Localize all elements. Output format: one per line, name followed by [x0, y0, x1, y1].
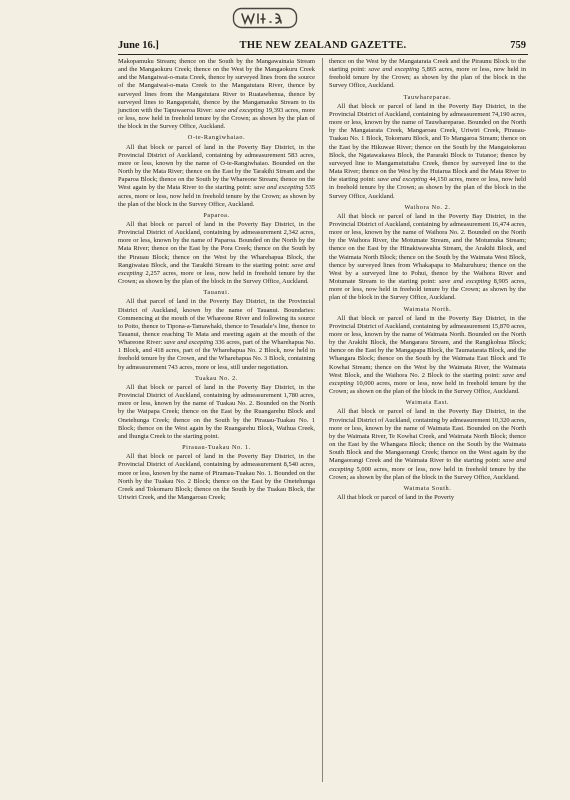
text-run: 336 acres, part of the Wharehapua No. 1 Block, and 418 acres, part of the Wharehapua No. 2 Block, now held in freehold tenure by the Crown, and the Wharehapua No. 3 Block, containing by admeasurement 743 acres, more or less, still under negotiation. — [118, 339, 315, 371]
section-heading: Pirauau-Tuakau No. 1. — [182, 444, 251, 452]
text-run: All that block or parcel of land in the Poverty Bay District, in the Provincial District of Auckland, containing by admeasurement 15,870 acres, more or less, known by the name of Waimata North. Bounded on the North by the Arakihi Block, the Mangarara Stream, and the Rangikohua Block; thence on the East by the Mangapapa Block, the Taumatarata Block, and the Whangara Block; thence on the South by the Waimata East Block and Te Kowhai Stream; thence on the West by the Waimata River, the Waimata West Block, and the Waihora No. 2 Block to the starting point: — [329, 314, 526, 379]
italic-text-run: save and excepting — [438, 278, 491, 286]
text-run: 5,000 acres, more or less, now held in freehold tenure by the Crown; as shown by the plan of the block in the Survey Office, Auckland. — [329, 465, 526, 481]
text-run: thence on the West by the Mangatarata Creek and the Piraunu Block to the starting point: — [329, 58, 526, 74]
text-run: All that block or parcel of land in the Poverty Bay District, in the Provincial District of Auckland, containing by admeasurement 1,780 acres, more or less, known by the name of Tuakau No. 2. Bounded on the North by the Waipapa Creek; thence on the East by the Ruangarehu Block and Onetehunga Creek; thence on the South by the Pirauau-Tuakau No. 1 Block; thence on the West again by the Ruangarehu Block, Waihua Creek, and Ihungia Creek to the starting point. — [118, 383, 315, 440]
text-run: 5,865 acres, more or less, now held in freehold tenure by the Crown; as shown by the plan of the block in the Survey Office, Auckland. — [329, 66, 526, 90]
column-divider — [322, 58, 323, 782]
text-run: All that block or parcel of land in the Poverty Bay District, in the Provincial District of Auckland, containing by admeasurement 74,190 acres, more or less, known by the name of Tauwhareparae. Bounded on the North by the Mangatarata Creek, Mangaroau Creek, Uriwiri Creek, Pirauau-Tuakau No. 1 Block, Tokomaru Block, and To Mangaroa Stream; thence on the East by the Hikuwae River; thence on the South by the Mangatokerau Block, the Ngatawakawa Block, the Pararaki Block to Tutanoe; thence by surveyed line to Mangamutuitahu Creek, thence by surveyed line to the Mata River; thence on the West by the Huiarua Block and the Mata River to the starting point: — [329, 102, 526, 184]
text-run: 44,150 acres, more or less, now held in freehold tenure by the Crown; as shown by the plan of the block in the Survey Office, Auckland. — [329, 176, 527, 200]
paragraph — [329, 408, 526, 481]
paragraph — [329, 103, 526, 201]
text-run: Makopamuku Stream; thence on the South by the Mangawainaia Stream and the Mangaokuru Creek; thence on the West by the Mangaokuru Creek and the Mangaiwai-o-mata Creek, thence by surveyed lines from the source of the Mangaiwai-o-mata Creek to the Mangatutara River, thence by surveyed lines from the Mangatutara River to Ruatawhenua, thence by surveyed lines to Rangapotahi, thence by the Mangamauku Stream to its junction with the Tapuwaeroa River: — [118, 58, 315, 114]
section-heading: O-te-Rangiwhaiao. — [187, 134, 246, 142]
text-run: All that block or parcel of land in the Poverty Bay District, in the Provincial District of Auckland, containing by admeasurement 8,540 acres, more or less, known by the name of Piramau-Tuakau No. 1. Bounded on the North by the Tuakau No. 2 Block; thence on the East by the Onetehunga Creek and Tokomaru Block; thence on the South by the Tuakau Block, the Uriwiri Creek, and the Mangaroau Creek; — [118, 453, 315, 501]
text-run: 10,000 acres, more or less, now held in freehold tenure by the Crown; as shown on the plan of the block in the Survey Office, Auckland. — [329, 379, 526, 396]
italic-text-run: save and excepting — [377, 176, 428, 184]
paragraph — [118, 144, 315, 209]
right-column — [329, 58, 526, 502]
italic-text-run: save and excepting — [164, 339, 214, 347]
text-run: All that block or parcel of land in the Poverty Bay District, in the Provincial District of Auckland, containing by admeasurement 583 acres, more or less, known by the name of O-te-Rangiwhaiao. Bounded on the North by the Mata River; thence on the East by the Tarakihi Stream and the Paparoa Block; thence on the South by the Whareone Stream; thence on the West again by the Mata River to the starting point: — [118, 143, 315, 192]
paragraph — [329, 494, 526, 502]
section-heading: Waimata South. — [403, 484, 452, 492]
paragraph — [118, 298, 315, 371]
section-heading: Tauanui. — [203, 289, 230, 297]
header-title: THE NEW ZEALAND GAZETTE. — [239, 40, 407, 51]
page-header — [118, 40, 528, 55]
text-run: All that block or parcel of land in the Poverty — [337, 493, 455, 501]
section-heading: Waimata North. — [403, 305, 452, 313]
italic-text-run: save and excepting — [368, 66, 420, 74]
italic-text-run: save and excepting — [329, 457, 526, 473]
text-run: All that parcel of land in the Poverty Bay District, in the Provincial District of Auckland, known by the name of Tauanui. Boundaries: Commencing at the mouth of the Whareone River and following its source to Poito, thence to Tipona-a-Tamawhaki, thence to Tesadale’s line, thence to Tauanui, thence reaching Te Mata and meeting again at the mouth of the Whareone River: — [118, 298, 315, 347]
text-run: All that block or parcel of land in the Poverty Bay District, in the Provincial District of Auckland, containing by admeasurement 2,342 acres, more or less, known by the name of Paparoa. Bounded on the North by the Mata River; thence on the East by the Pora Creek; thence on the South by the Pirauau Block; thence on the West by the Wharehapua Block, the Rangiwaiau Block, and the Tarakihi Stream to the starting point: — [118, 220, 315, 269]
paragraph — [329, 315, 526, 397]
italic-text-run: save and excepting — [329, 371, 526, 387]
stamp-mark — [232, 6, 298, 30]
paragraph — [329, 58, 526, 91]
header-date: June 16.] — [118, 40, 159, 51]
text-run: All that block or parcel of land in the Poverty Bay District, in the Provincial District of Auckland, containing by admeasurement 10,320 acres, more or less, known by the name of Waimata East. Bounded on the North by the Waimata River, Te Kowhai Creek, and Waimata North Block; thence on the East by the Whangara Block; thence on the South by the Waimata South Block and the Mangaorangi Creek; thence on the West again by the Mangaorangi Creek and the Waimata River to the starting point: — [329, 408, 526, 465]
text-run: All that block or parcel of land in the Poverty Bay District, in the Provincial District of Auckland, containing by admeasurement 16,474 acres, more or less, known by the name of Waihora No. 2. Bounded on the North by the Waihora River, the Motumate Stream, and the Motumuka Stream; thence on the East by the Hinakiwawahia Stream, the Arakihi Block, and the Waimata North Block; thence on the South by the Waimata West Block, thence by surveyed lines from Whakapapa to Mahuruhuru; thence on the West by a surveyed line to Pohui, thence by the Waihora River and Motumate Stream to the starting point: — [329, 212, 526, 286]
handwritten-stamp — [232, 6, 298, 30]
paragraph — [329, 213, 526, 303]
section-heading: Waimata East. — [405, 399, 450, 407]
paragraph — [118, 453, 315, 502]
paragraph — [118, 384, 315, 441]
text-run: 19,393 acres, more or less, now held in freehold tenure by the Crown; as shown by the plan of the block in the Survey Office, Auckland. — [118, 106, 315, 131]
paragraph — [118, 221, 315, 286]
section-heading: Waihora No. 2. — [404, 203, 451, 211]
italic-text-run: save and excepting — [253, 184, 304, 192]
page-number: 759 — [510, 40, 526, 51]
left-column — [118, 58, 315, 502]
italic-text-run: save and excepting — [214, 106, 264, 114]
section-heading: Tauwhareparae. — [403, 93, 452, 101]
text-run: 2,257 acres, more or less, now held in freehold tenure by the Crown; as shown by the plan of the block in the Survey Office, Auckland. — [118, 269, 315, 286]
text-run: 535 acres, more or less, now held in freehold tenure by the Crown; as shown by the plan of the block in the Survey Office, Auckland. — [118, 184, 316, 208]
section-heading: Tuakau No. 2. — [195, 374, 238, 382]
text-run: 8,905 acres, more or less, now held in freehold tenure by the Crown; as shown by the plan of the block in the Survey Office, Auckland. — [329, 278, 526, 302]
section-heading: Paparoa. — [203, 211, 230, 219]
italic-text-run: save and excepting — [118, 261, 315, 277]
paragraph — [118, 58, 315, 131]
